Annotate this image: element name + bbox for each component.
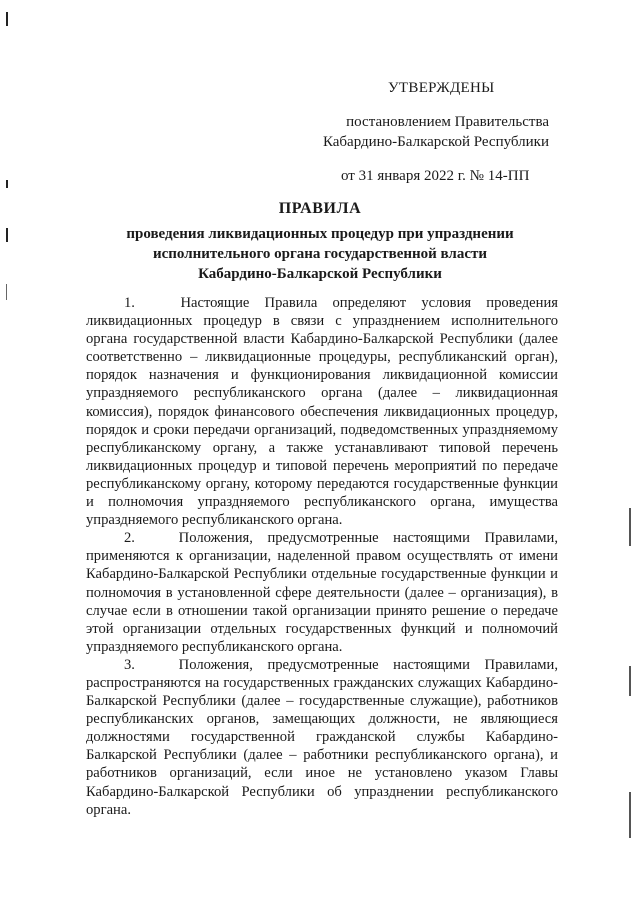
approval-line-1: постановлением Правительства [346,114,549,130]
scan-mark [6,284,7,300]
subtitle-line-3: Кабардино-Балкарской Республики [198,266,442,282]
scan-mark [6,12,8,26]
scan-mark [629,508,631,546]
scan-mark [629,666,631,696]
paragraph-text: Положения, предусмотренные настоящими Правилами, распространяются на государственных гражданских служащих Кабардино-Балкарской Республики (далее – государственные служащие), работников республиканских органов, замещающих должности, не являющиеся должностями государственной гражданской службы Кабардино-Балкарской Республики (далее – работники республиканского органа), и работников организаций, если иное не установлено указом Главы Кабардино-Балкарской Республики об упразднении республиканского органа. [86,656,558,818]
approval-heading: УТВЕРЖДЕНЫ [388,80,495,96]
approval-stamp [300,78,590,186]
paragraph [86,656,558,819]
document-body [86,294,558,819]
paragraph-number: 2. [124,530,135,547]
paragraph [86,294,558,529]
scan-mark [629,792,631,838]
scan-mark [6,180,8,188]
paragraph-number: 3. [124,656,135,673]
paragraph [86,529,558,656]
document-subtitle [100,224,540,284]
paragraph-number: 1. [124,295,135,311]
document-title: ПРАВИЛА [278,200,362,217]
approval-date: от 31 января 2022 г. № 14-ПП [341,168,530,184]
paragraph-text: Настоящие Правила определяют условия проведения ликвидационных процедур в связи с упразднением исполнительного органа государственной власти Кабардино-Балкарской Республики (далее соответственно – ликвидационные процедуры, республиканский орган), порядок назначения и функционирования ликвидационной комиссии упраздняемого республиканского органа (далее – ликвидационная комиссия), порядок финансового обеспечения ликвидационных процедур, порядок и сроки передачи организаций, подведомственных упраздняемому республиканскому органу, а также устанавливают типовой перечень ликвидационных процедур и типовой перечень мероприятий по передаче республиканскому органу, которому передаются государственные функции и полномочия упраздняемого республиканского органа, имущества упраздняемого республиканского органа. [86,295,558,529]
subtitle-line-2: исполнительного органа государственной власти [152,246,488,262]
approval-line-2: Кабардино-Балкарской Республики [322,134,549,150]
paragraph-text: Положения, предусмотренные настоящими Правилами, применяются к организации, наделенной правом осуществлять от имени Кабардино-Балкарской Республики отдельные государственные функции и полномочия в установленной сфере деятельности (далее – организация), в случае если в отношении такой организации принято решение о передаче этой организации отдельных государственных функций и полномочий упраздняемого республиканского органа. [86,530,558,655]
scan-mark [6,228,8,242]
subtitle-line-1: проведения ликвидационных процедур при упразднении [126,226,514,242]
